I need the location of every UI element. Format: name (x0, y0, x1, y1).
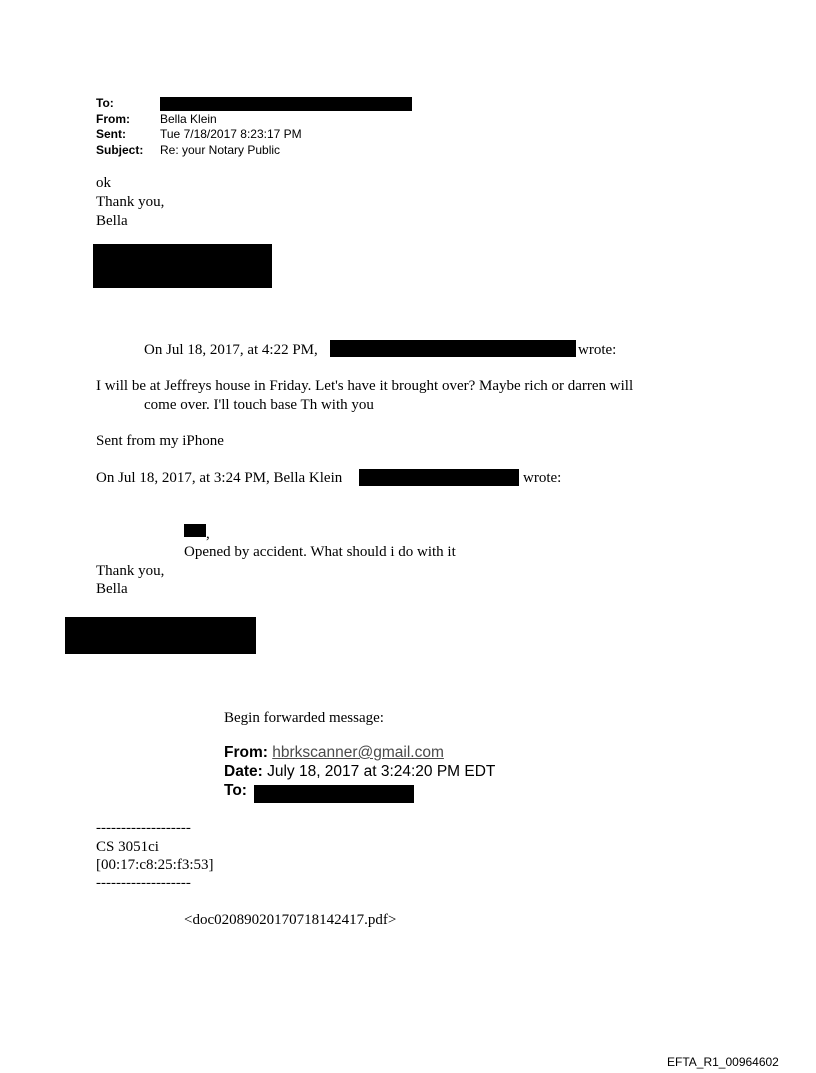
subject-value: Re: your Notary Public (160, 142, 281, 157)
forwarded-to-row (224, 782, 247, 800)
from-label: From: (96, 111, 130, 126)
header-from-row (96, 112, 302, 128)
reply-line-thanks: Thank you, (96, 194, 165, 210)
quote2-intro-prefix: On Jul 18, 2017, at 3:24 PM, Bella Klein (96, 470, 343, 486)
forwarded-from-email-link[interactable]: hbrkscanner@gmail.com (272, 744, 444, 761)
redaction-greeting-name (184, 524, 206, 537)
forwarded-title: Begin forwarded message: (224, 710, 384, 726)
quote1-line2: come over. I'll touch base Th with you (144, 397, 374, 413)
attachment-filename[interactable]: <doc02089020170718142417.pdf> (184, 912, 397, 928)
redaction-forwarded-to (254, 785, 414, 803)
redaction-to-recipient (160, 97, 412, 111)
header-subject-row (96, 143, 302, 159)
document-id-footer: EFTA_R1_00964602 (667, 1055, 779, 1069)
forwarded-date-label: Date: (224, 763, 263, 780)
forwarded-from-label: From: (224, 744, 268, 761)
scanner-mac: [00:17:c8:25:f3:53] (96, 857, 214, 873)
forwarded-date-value: July 18, 2017 at 3:24:20 PM EDT (267, 763, 496, 780)
quote1-intro-suffix: wrote: (578, 342, 617, 358)
quote1-line1: I will be at Jeffreys house in Friday. Let's have it brought over? Maybe rich or darren will (96, 378, 634, 394)
forwarded-from-row (224, 744, 444, 762)
quote2-greeting-comma: , (206, 526, 210, 542)
from-value: Bella Klein (160, 111, 217, 126)
to-label: To: (96, 96, 114, 110)
forwarded-date-row (224, 763, 495, 781)
quote1-intro-prefix: On Jul 18, 2017, at 4:22 PM, (144, 342, 318, 358)
quote1-signature: Sent from my iPhone (96, 433, 224, 449)
redaction-signature-block-1 (93, 244, 272, 288)
redaction-quote2-email (359, 469, 519, 486)
scanner-divider-bottom: ------------------- (96, 875, 191, 891)
quote2-line3: Bella (96, 581, 128, 597)
subject-label: Subject: (96, 142, 144, 157)
header-sent-row (96, 127, 302, 143)
quote2-intro-suffix: wrote: (523, 470, 562, 486)
redaction-signature-block-2 (65, 617, 256, 654)
reply-line-ok: ok (96, 175, 111, 191)
sent-value: Tue 7/18/2017 8:23:17 PM (160, 127, 302, 141)
sent-label: Sent: (96, 127, 126, 141)
quote2-line2: Thank you, (96, 563, 165, 579)
scanner-model: CS 3051ci (96, 839, 159, 855)
quote2-line1: Opened by accident. What should i do with it (184, 544, 456, 560)
forwarded-to-label: To: (224, 782, 247, 799)
redaction-quote1-sender (330, 340, 576, 357)
scanner-divider-top: ------------------- (96, 820, 191, 836)
reply-line-name: Bella (96, 213, 128, 229)
